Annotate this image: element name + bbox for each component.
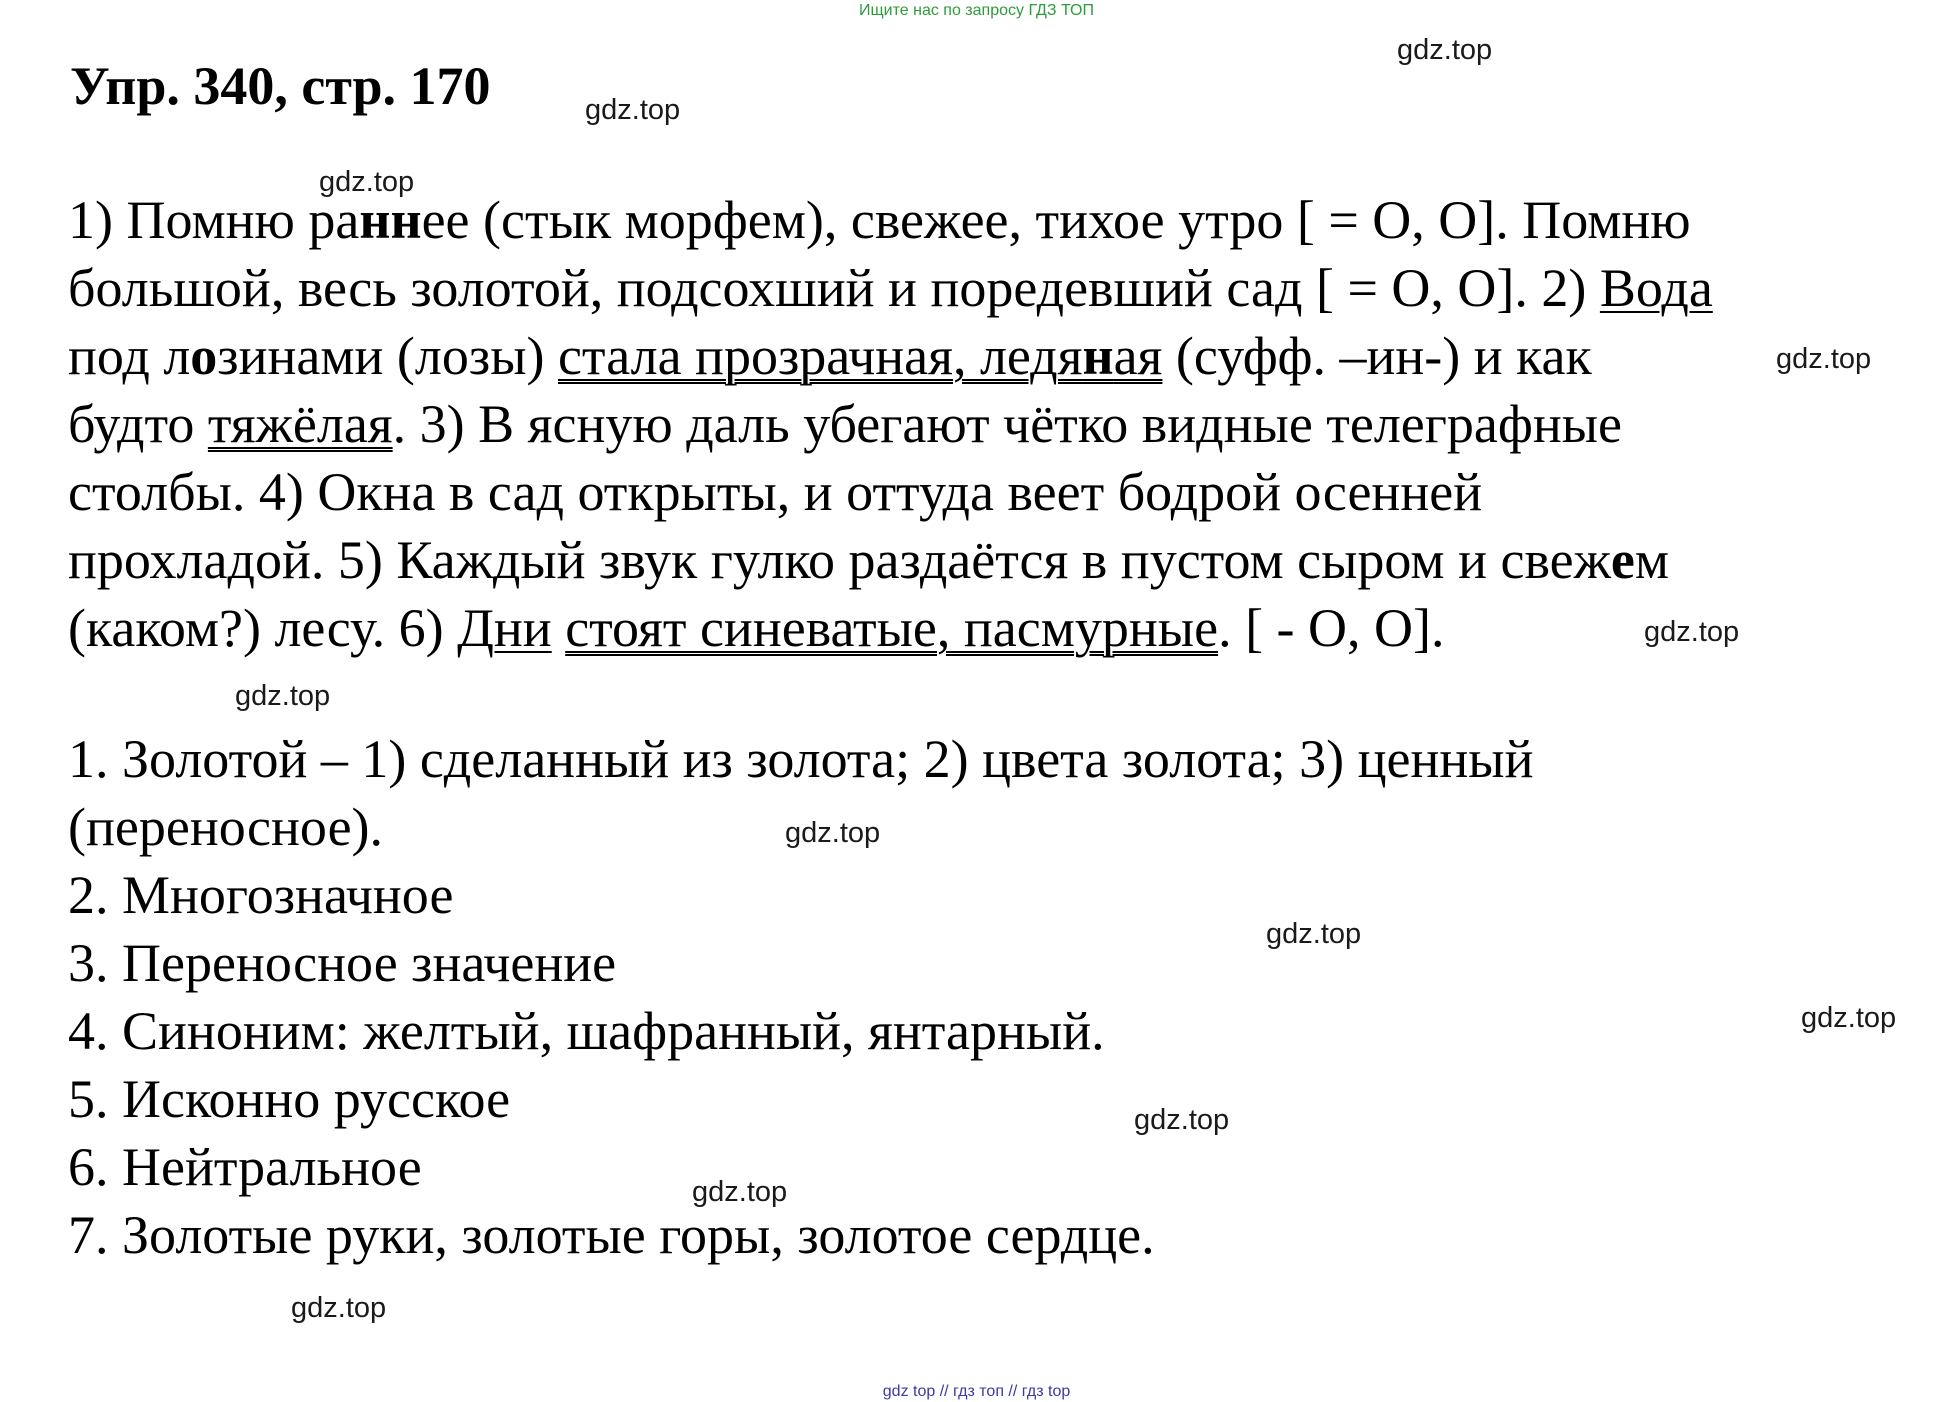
highlight-letters: нн <box>359 190 422 250</box>
exercise-line-5: столбы. 4) Окна в сад открыты, и оттуда веет бодрой осенней <box>68 462 1483 522</box>
highlight-letters: е <box>1610 530 1635 590</box>
watermark: gdz.top <box>291 1292 387 1324</box>
predicate-underlined: стоят синеватые, пасмурные <box>565 598 1219 658</box>
watermark: gdz.top <box>1134 1104 1230 1136</box>
text-fragment: . 3) В ясную даль убегают чётко видные телеграфные <box>392 394 1623 454</box>
answer-item: 7. Золотые руки, золотые горы, золотое сердце. <box>68 1205 1155 1265</box>
highlight-letters: н <box>1082 326 1114 386</box>
exercise-line-4 <box>68 390 1898 458</box>
text-fragment: прохладой. 5) Каждый звук гулко раздаётся в пустом сыром и свеж <box>68 530 1611 590</box>
watermark: gdz.top <box>235 680 331 712</box>
text-fragment: м <box>1634 530 1670 590</box>
text-fragment: (каком?) лесу. 6) <box>68 598 458 658</box>
text-fragment: большой, весь золотой, подсохший и поредевший сад [ = О, О]. 2) <box>68 258 1600 318</box>
answer-list <box>68 725 1898 1269</box>
text-fragment: стала прозрачная, ледя <box>557 326 1083 386</box>
text-fragment: ая <box>1113 326 1163 386</box>
answer-item: (переносное). <box>68 797 384 857</box>
watermark: gdz.top <box>785 817 881 849</box>
watermark: gdz.top <box>1801 1002 1897 1034</box>
predicate-underlined <box>558 326 1162 386</box>
text-fragment: (суфф. –ин-) и как <box>1162 326 1592 386</box>
exercise-line-7 <box>68 594 1898 662</box>
exercise-line-6 <box>68 526 1898 594</box>
text-fragment: будто <box>68 394 208 454</box>
watermark: gdz.top <box>1644 616 1740 648</box>
exercise-text <box>68 186 1898 662</box>
text-fragment <box>552 598 566 658</box>
predicate-underlined: тяжёлая <box>207 394 393 454</box>
watermark: gdz.top <box>1266 918 1362 950</box>
text-fragment: под л <box>68 326 191 386</box>
footer-banner: gdz top // гдз топ // гдз top <box>882 1383 1071 1400</box>
answer-item: 5. Исконно русское <box>68 1069 511 1129</box>
watermark: gdz.top <box>585 94 681 126</box>
text-fragment: 1) Помню ра <box>68 190 360 250</box>
top-banner: Ищите нас по запросу ГДЗ ТОП <box>859 2 1094 19</box>
answer-item: 1. Золотой – 1) сделанный из золота; 2) цвета золота; 3) ценный <box>68 729 1534 789</box>
answer-item: 4. Синоним: желтый, шафранный, янтарный. <box>68 1001 1105 1061</box>
watermark: gdz.top <box>1397 34 1493 66</box>
text-fragment: . [ - О, О]. <box>1218 598 1445 658</box>
answer-item: 3. Переносное значение <box>68 933 617 993</box>
text-fragment: ее (стык морфем), свежее, тихое утро [ = О, О]. Помню <box>421 190 1691 250</box>
answer-item: 6. Нейтральное <box>68 1137 422 1197</box>
watermark: gdz.top <box>692 1176 788 1208</box>
subject-underlined: Вода <box>1599 258 1713 318</box>
exercise-line-3 <box>68 322 1898 390</box>
exercise-line-2 <box>68 254 1898 322</box>
answer-item: 2. Многозначное <box>68 865 454 925</box>
text-fragment: зинами (лозы) <box>217 326 558 386</box>
page-title: Упр. 340, стр. 170 <box>70 56 491 116</box>
highlight-letters: о <box>190 326 218 386</box>
subject-underlined: Дни <box>457 598 552 658</box>
watermark: gdz.top <box>319 166 415 198</box>
watermark: gdz.top <box>1776 343 1872 375</box>
